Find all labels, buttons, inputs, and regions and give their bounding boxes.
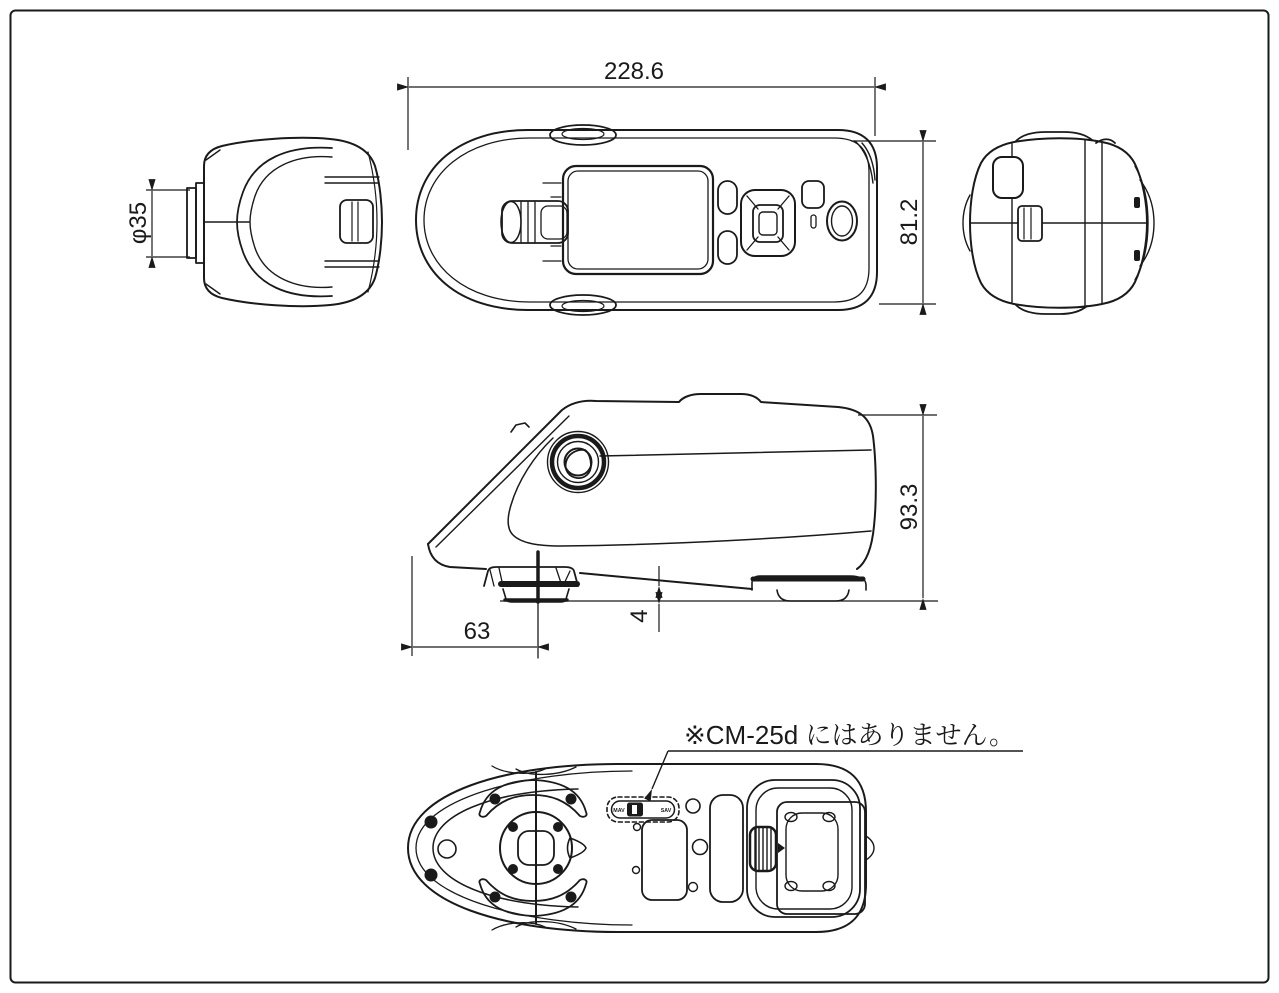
battery-cover — [642, 820, 687, 900]
bottom-body-outline — [408, 764, 866, 932]
latch-pointer — [778, 843, 785, 853]
rear-port-cover — [993, 157, 1023, 198]
aperture-dot — [508, 822, 518, 832]
front-bezel-outer-curve — [237, 148, 332, 297]
aperture-dot — [553, 864, 563, 874]
side-bottom-edge — [428, 544, 752, 589]
viewfinder-ribs — [521, 202, 535, 242]
aperture-switch — [607, 797, 679, 822]
rear-foot-pad — [777, 590, 849, 601]
knob-ring — [552, 436, 604, 488]
annotation-note — [652, 720, 1023, 789]
dim-overall-height — [851, 141, 936, 304]
wing-dot — [566, 892, 577, 903]
screw-hole — [686, 799, 700, 813]
dim-overall-depth-label: 93.3 — [896, 483, 923, 531]
side-top-panel-seam — [600, 450, 871, 456]
side-front-tab — [511, 423, 529, 432]
dim-aperture-offset-label: 63 — [463, 618, 491, 645]
dim-overall-height-label: 81.2 — [896, 198, 923, 246]
latch-wheel-ribs — [755, 828, 771, 870]
dim-base-step — [626, 566, 659, 632]
aperture-dot — [553, 822, 563, 832]
wing-dot — [566, 794, 577, 805]
drawing-frame — [11, 11, 1269, 983]
front-bezel-inner-curve — [250, 157, 332, 288]
knob-drop-mark — [566, 450, 591, 478]
rear-connector — [1018, 206, 1042, 241]
bottom-pad-dot — [425, 816, 438, 829]
side-front-inner-line — [436, 416, 569, 547]
rear-latch-mark-bottom — [1134, 250, 1140, 261]
button-square — [802, 181, 824, 208]
front-view — [187, 138, 382, 306]
switch-slider-slit — [632, 805, 637, 814]
bottom-view — [408, 764, 874, 932]
small-screw — [633, 867, 640, 874]
front-lens-flange — [196, 183, 204, 263]
dim-base-step-label: 4 — [626, 609, 653, 623]
switch-label-mav: MAV — [613, 808, 625, 814]
wing-dot — [490, 892, 501, 903]
button-pill-lower — [718, 231, 737, 264]
display-mount-ticks — [543, 183, 561, 261]
screw-hole — [693, 840, 708, 855]
dim-overall-depth — [500, 415, 938, 601]
note-label: ※CM-25d にはありません。 — [684, 720, 1016, 750]
docking-plate-recess — [786, 813, 838, 891]
dim-overall-width — [408, 58, 875, 150]
top-body-inner-outline — [424, 138, 869, 302]
display-screen-inner — [568, 171, 708, 269]
rear-section-outline — [747, 780, 860, 917]
small-screw — [634, 824, 641, 831]
display-screen — [563, 166, 713, 274]
front-grip-port-lines — [352, 202, 358, 241]
front-lens-barrel — [187, 188, 196, 258]
indicator-lamp — [811, 215, 816, 228]
dim-lens-diameter — [125, 190, 190, 257]
side-body-outline — [428, 394, 876, 569]
bottom-rear-nub — [866, 836, 874, 860]
rear-latch-mark-top — [1134, 197, 1140, 208]
bottom-panel-strip — [710, 795, 743, 902]
knob-bezel — [548, 432, 609, 493]
rear-view — [963, 132, 1154, 314]
wing-dot — [490, 794, 501, 805]
front-grip-port — [340, 200, 373, 243]
measure-button-inner — [832, 206, 853, 236]
switch-label-sav: SAV — [660, 808, 672, 814]
dpad-center-ring — [753, 205, 783, 242]
button-pill-upper — [718, 181, 737, 214]
dim-lens-diameter-label: φ35 — [125, 201, 152, 245]
dpad-button — [741, 190, 795, 256]
dpad-center-key — [759, 212, 777, 235]
bottom-pad-dot — [425, 869, 438, 882]
screw-hole — [689, 883, 698, 892]
note-leader-arrow — [652, 751, 668, 789]
top-body-outline — [416, 130, 877, 310]
dim-aperture-offset — [412, 556, 537, 656]
top-view — [416, 125, 877, 315]
viewfinder-cap — [501, 202, 521, 243]
aperture-dot — [508, 864, 518, 874]
rear-left-protrusion — [963, 195, 970, 251]
dim-overall-width-label: 228.6 — [603, 58, 665, 85]
bottom-screw-hole — [438, 840, 456, 858]
